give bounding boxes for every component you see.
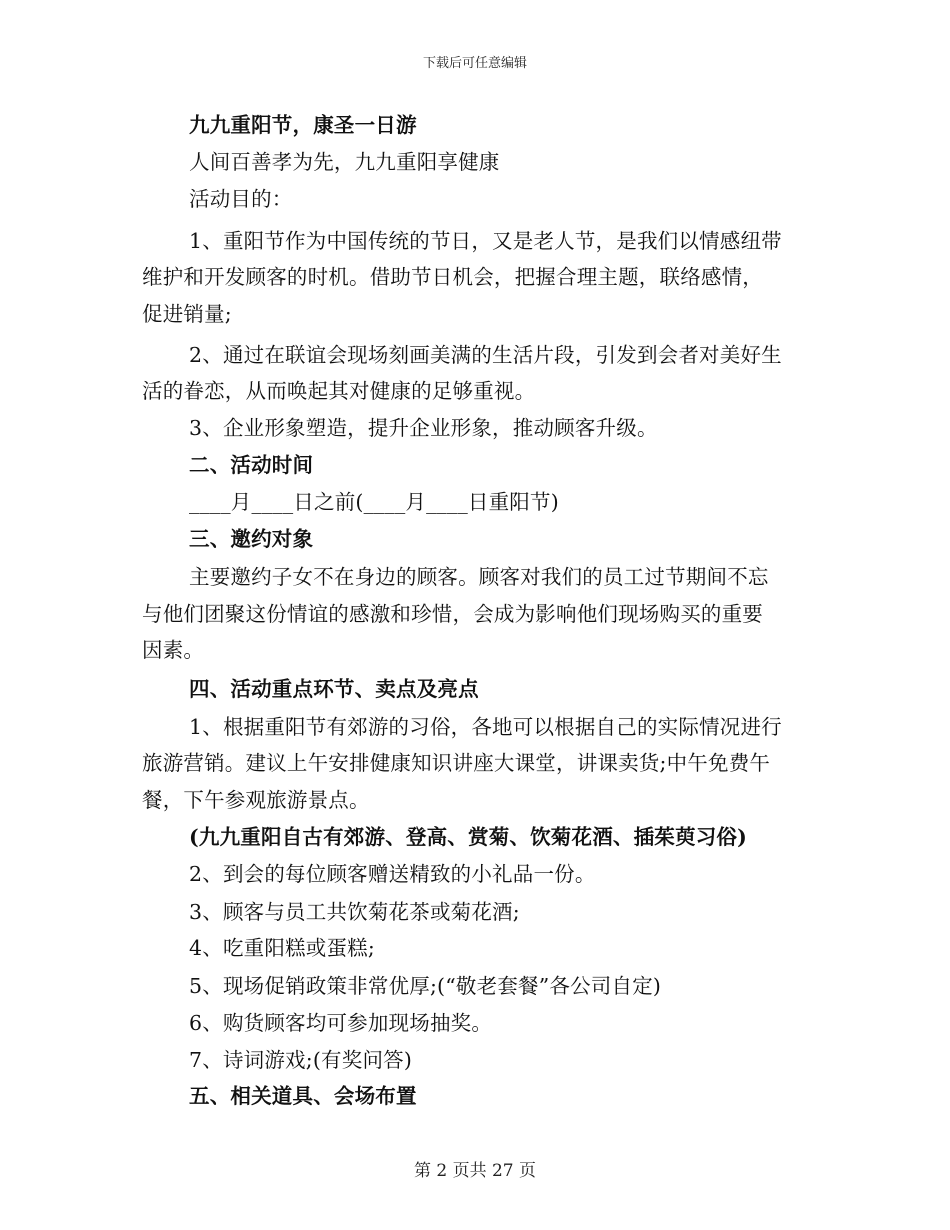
page-footer: 第 2 页共 27 页 — [413, 1161, 537, 1181]
doc-line: 活动目的： — [189, 187, 293, 211]
doc-line: 五、相关道具、会场布置 — [189, 1084, 417, 1108]
doc-line: 旅游营销。建议上午安排健康知识讲座大课堂，讲课卖货;中午免费午 — [142, 751, 771, 775]
doc-line: 与他们团聚这份情谊的感激和珍惜，会成为影响他们现场购买的重要 — [142, 602, 763, 626]
doc-line: 因素。 — [142, 638, 205, 662]
doc-line: 6、购货顾客均可参加现场抽奖。 — [189, 1011, 493, 1035]
doc-line: 三、邀约对象 — [189, 527, 314, 551]
doc-line: ____月____日之前(____月____日重阳节) — [189, 490, 559, 514]
doc-line: 2、通过在联谊会现场刻画美满的生活片段，引发到会者对美好生 — [189, 343, 782, 367]
doc-line: 7、诗词游戏;(有奖问答) — [189, 1048, 413, 1072]
doc-line: 1、根据重阳节有郊游的习俗，各地可以根据自己的实际情况进行 — [189, 715, 782, 739]
doc-line: 维护和开发顾客的时机。借助节日机会，把握合理主题，联络感情， — [142, 265, 763, 289]
doc-line: 1、重阳节作为中国传统的节日，又是老人节，是我们以情感纽带 — [189, 229, 782, 253]
doc-line: 活的眷恋，从而唤起其对健康的足够重视。 — [142, 379, 536, 403]
doc-line: 餐，下午参观旅游景点。 — [142, 788, 370, 812]
doc-line: 5、现场促销政策非常优厚;(“敬老套餐”各公司自定) — [189, 974, 662, 998]
doc-line: 四、活动重点环节、卖点及亮点 — [189, 677, 479, 701]
doc-line: 人间百善孝为先，九九重阳享健康 — [189, 150, 500, 174]
doc-line: 主要邀约子女不在身边的顾客。顾客对我们的员工过节期间不忘 — [189, 565, 769, 589]
doc-line: 九九重阳节，康圣一日游 — [189, 113, 417, 137]
doc-line: (九九重阳自古有郊游、登高、赏菊、饮菊花酒、插茱萸习俗) — [189, 825, 747, 849]
doc-line: 4、吃重阳糕或蛋糕; — [189, 936, 375, 960]
doc-line: 3、企业形象塑造，提升企业形象，推动顾客升级。 — [189, 416, 658, 440]
doc-line: 3、顾客与员工共饮菊花茶或菊花酒; — [189, 900, 520, 924]
page-header: 下载后可任意编辑 — [422, 56, 527, 71]
doc-line: 二、活动时间 — [189, 453, 314, 477]
doc-line: 促进销量; — [142, 302, 232, 326]
doc-line: 2、到会的每位顾客赠送精致的小礼品一份。 — [189, 862, 596, 886]
